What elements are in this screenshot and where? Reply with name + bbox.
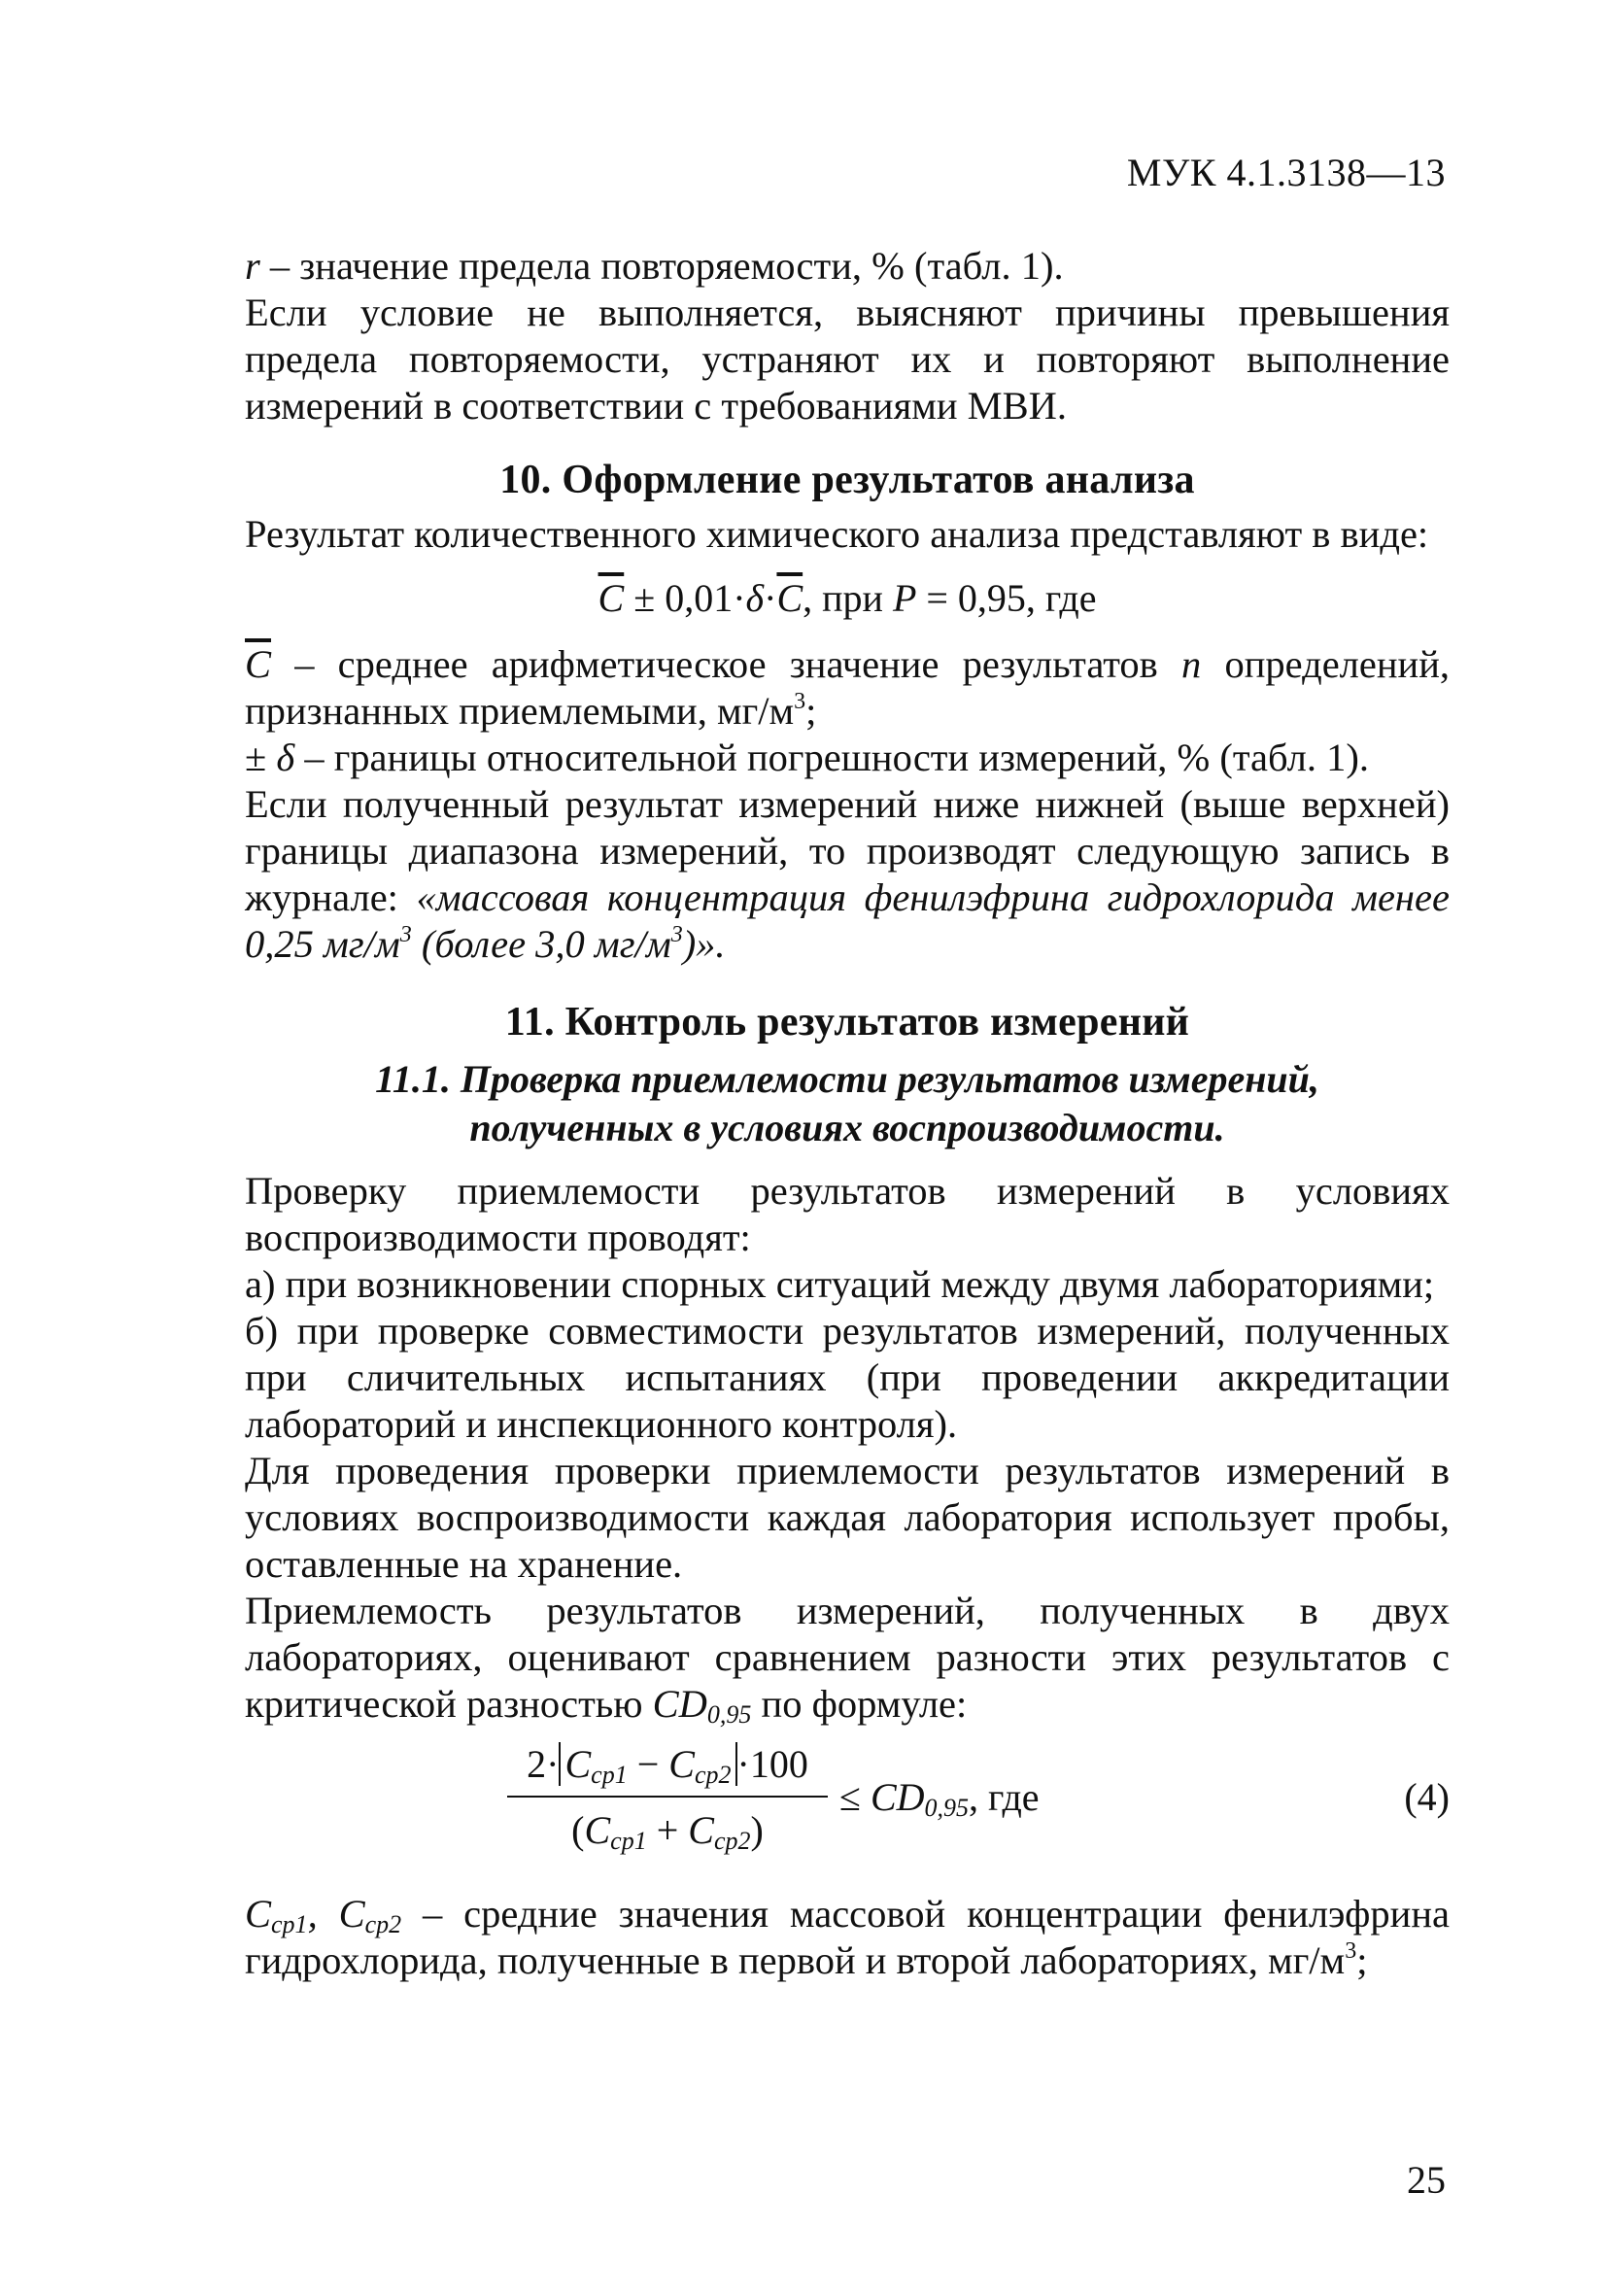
- plus-minus: ±: [245, 736, 277, 779]
- formula-dot: ·: [764, 576, 777, 620]
- minus-sign: −: [627, 1742, 669, 1786]
- paren-close: ): [750, 1808, 764, 1852]
- sub-1: ср1: [610, 1827, 647, 1855]
- numerator-suffix: ·100: [736, 1742, 808, 1786]
- r-symbol: r: [245, 244, 260, 288]
- journal-entry-a: «массовая концентрация фенилэфрина гидрохлорида менее 0,25 мг/м: [245, 875, 1450, 966]
- formula-4-rhs: [839, 1774, 1040, 1821]
- paragraph-acceptability: [245, 1588, 1450, 1728]
- formula-4-denominator: [507, 1798, 828, 1854]
- list-item-a: а) при возникновении спорных ситуаций между двумя лабораториями;: [245, 1262, 1435, 1306]
- cd-symbol: CD: [652, 1682, 707, 1726]
- c1-symbol: C: [245, 1892, 272, 1936]
- paragraph-condition-fail: Если условие не выполняется, выясняют причины превышения предела повторяемости, устраняют их и повторяют выполнение измерений в соответствии с требованиями МВИ.: [245, 291, 1450, 428]
- rhs-cd: CD: [870, 1775, 925, 1819]
- plus-sign: +: [646, 1808, 689, 1852]
- document-code: МУК 4.1.3138—13: [1126, 151, 1446, 194]
- page-number: 25: [1407, 2158, 1446, 2202]
- list-item-b: б) при проверке совместимости результатов измерений, полученных при сличительных испытаниях (при проведении аккредитации лабораторий и инспекционного контроля).: [245, 1309, 1450, 1446]
- formula-tail-2: = 0,95, где: [916, 576, 1097, 620]
- c-averages-text: – средние значения массовой концентрации фенилэфрина гидрохлорида, полученные в первой и второй лабораториях, мг/м: [245, 1892, 1450, 1982]
- unit-superscript: 3: [794, 689, 806, 714]
- c-averages-definition: [245, 1891, 1450, 1984]
- delta-definition: [245, 735, 1450, 781]
- journal-sup-1: 3: [399, 922, 412, 947]
- paragraph-result-form: Результат количественного химического анализа представляют в виде:: [245, 512, 1429, 556]
- c-averages-sup: 3: [1345, 1938, 1357, 1964]
- page-body: [245, 146, 1450, 1984]
- formula-4-numerator: [507, 1741, 828, 1798]
- formula-tail: , при: [803, 576, 893, 620]
- acceptability-text-a: Приемлемость результатов измерений, полученных в двух лабораториях, оценивают сравнением разности этих результатов с критической разностью: [245, 1589, 1450, 1726]
- c2-sub: ср2: [364, 1910, 402, 1938]
- rhs-cd-sub: 0,95: [924, 1794, 970, 1822]
- c-averages-end: ;: [1356, 1938, 1368, 1982]
- delta-symbol: δ: [276, 736, 295, 779]
- formula-delta: δ: [745, 576, 765, 620]
- absolute-value: [559, 1742, 736, 1789]
- formula-c-mean-2: $\overline{C}$: [776, 576, 803, 620]
- numerator-prefix: 2·: [527, 1742, 560, 1786]
- c-symbol: C: [688, 1808, 714, 1852]
- formula-part: ± 0,01·: [624, 576, 746, 620]
- formula-p: P: [892, 576, 917, 620]
- sub-1: ср1: [591, 1761, 628, 1789]
- c1-sub: ср1: [271, 1910, 308, 1938]
- formula-4: [245, 1741, 1450, 1877]
- rhs-tail: , где: [969, 1775, 1040, 1819]
- journal-entry-c: )».: [682, 922, 726, 966]
- c-mean-text-b: определений, признанных приемлемыми, мг/м: [245, 642, 1450, 733]
- sub-2: ср2: [713, 1827, 751, 1855]
- cd-subscript: 0,95: [706, 1700, 752, 1729]
- sub-2: ср2: [694, 1761, 732, 1789]
- subsection-title-line-2: полученных в условиях воспроизводимости.: [469, 1106, 1225, 1149]
- journal-entry-b: (более 3,0 мг/м: [411, 922, 671, 966]
- formula-4-fraction: [507, 1741, 828, 1854]
- c-mean-definition: [245, 641, 1450, 735]
- subsection-title-line-1: 11.1. Проверка приемлемости результатов измерений,: [375, 1057, 1319, 1101]
- subsection-11-1-title: [245, 1055, 1450, 1152]
- out-of-range-text: Если полученный результат измерений ниже нижней (выше верхней) границы диапазона измерений, то производят следующую запись в журнале:: [245, 782, 1450, 919]
- r-definition: [245, 243, 1450, 290]
- section-11-title: 11. Контроль результатов измерений: [504, 1000, 1190, 1045]
- c-mean-end: ;: [805, 689, 817, 733]
- formula-c-mean: $\overline{C}$: [598, 576, 625, 620]
- c-mean-text-a: – среднее арифметическое значение результатов: [271, 642, 1182, 686]
- delta-definition-text: – границы относительной погрешности измерений, % (табл. 1).: [294, 736, 1369, 779]
- result-formula: [245, 575, 1450, 622]
- r-definition-text: – значение предела повторяемости, % (табл. 1).: [259, 244, 1064, 288]
- le-sign: ≤: [839, 1775, 871, 1819]
- paren-open: (: [571, 1808, 585, 1852]
- c-symbol: C: [668, 1742, 695, 1786]
- acceptability-text-b: по формуле:: [751, 1682, 968, 1726]
- equation-number: (4): [1404, 1775, 1450, 1819]
- c-symbol: C: [564, 1742, 592, 1786]
- n-symbol: n: [1181, 642, 1202, 686]
- c-separator: ,: [307, 1892, 339, 1936]
- paragraph-reproducibility-check: Проверку приемлемости результатов измерений в условиях воспроизводимости проводят:: [245, 1169, 1450, 1259]
- paragraph-out-of-range: [245, 781, 1450, 968]
- c-mean-symbol: $\overline{C}$: [245, 642, 272, 686]
- c2-symbol: C: [338, 1892, 365, 1936]
- c-symbol: C: [584, 1808, 611, 1852]
- paragraph-samples: Для проведения проверки приемлемости результатов измерений в условиях воспроизводимости каждая лаборатория использует пробы, оставленные на хранение.: [245, 1449, 1450, 1586]
- journal-sup-2: 3: [670, 922, 683, 947]
- section-10-title: 10. Оформление результатов анализа: [499, 458, 1195, 502]
